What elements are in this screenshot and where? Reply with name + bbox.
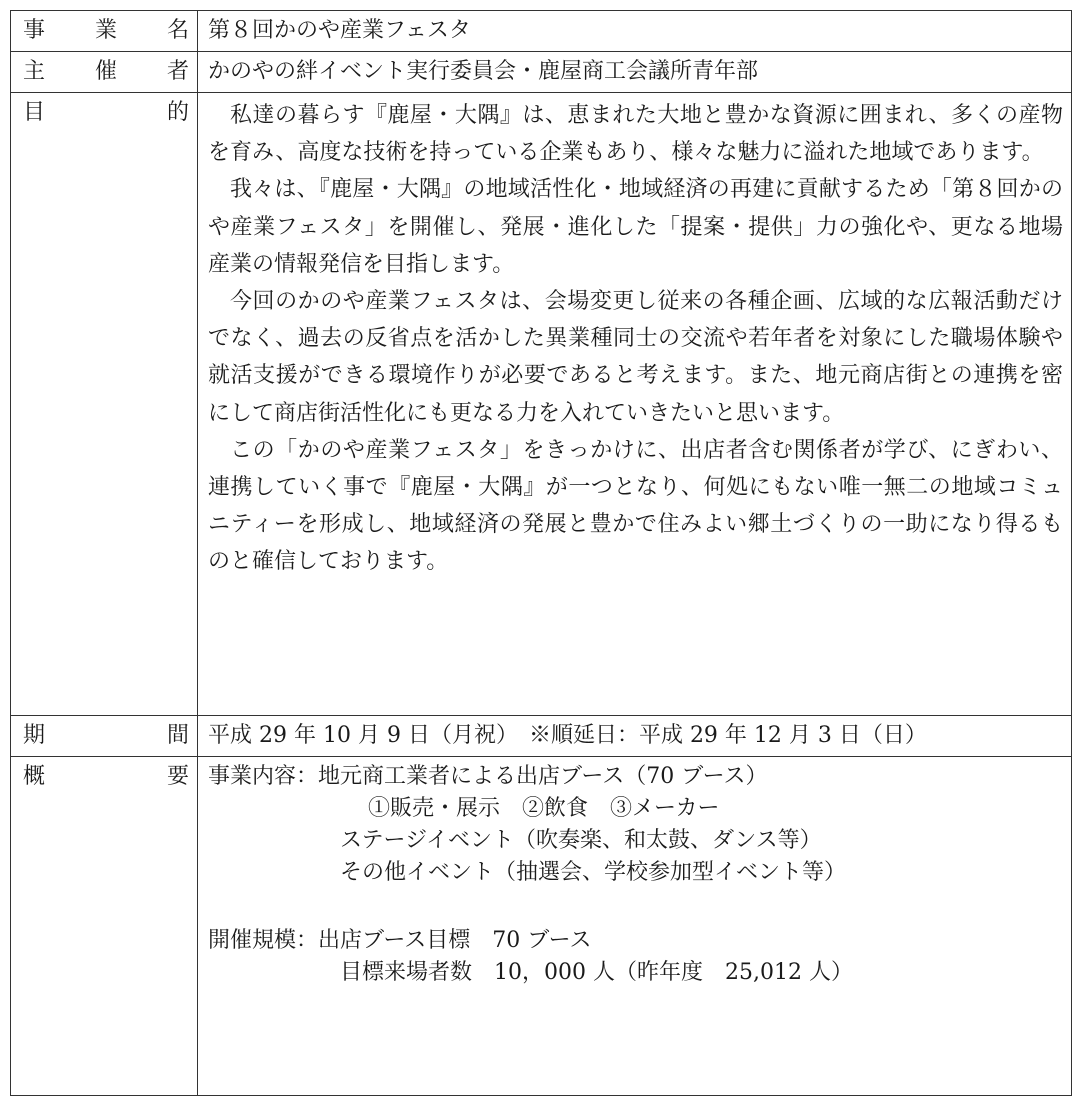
- label-char: 主: [23, 59, 46, 84]
- event-name-value: 第８回かのや産業フェスタ: [198, 11, 1072, 52]
- label-period: [11, 716, 198, 757]
- row-period: [11, 716, 1072, 757]
- purpose-paragraph: 今回のかのや産業フェスタは、会場変更し従来の各種企画、広域的な広報活動だけでなく、過去の反省点を活かした異業種同士の交流や若年者を対象にした職場体験や就活支援ができる環境作りが必要であると考えます。また、地元商店街との連携を密にして商店街活性化にも更なる力を入れていきたいと思います。: [208, 289, 1063, 426]
- purpose-paragraph: 我々は、『鹿屋・大隅』の地域活性化・地域経済の再建に貢献するため「第８回かのや産業フェスタ」を開催し、発展・進化した「提案・提供」力の強化や、更なる地場産業の情報発信を目指します。: [208, 177, 1063, 277]
- label-char: 概: [23, 764, 46, 789]
- organizer-value: かのやの絆イベント実行委員会・鹿屋商工会議所青年部: [198, 52, 1072, 93]
- label-event-name: [11, 11, 198, 52]
- content-line: [208, 793, 1063, 825]
- label-char: 的: [166, 100, 189, 125]
- row-organizer: [11, 52, 1072, 93]
- content-item: その他イベント（抽選会、学校参加型イベント等）: [340, 860, 847, 885]
- overview-content: [198, 757, 1072, 1096]
- scale-line: [208, 957, 1063, 989]
- label-overview: [11, 757, 198, 1096]
- label-organizer: [11, 52, 198, 93]
- scale-item: 出店ブース目標 70 ブース: [318, 928, 592, 953]
- purpose-paragraph: 私達の暮らす『鹿屋・大隅』は、恵まれた大地と豊かな資源に囲まれ、多くの産物を育み、高度な技術を持っている企業もあり、様々な魅力に溢れた地域であります。: [208, 103, 1063, 166]
- content-item: ①販売・展示 ②飲食 ③メーカー: [368, 796, 720, 821]
- scale-line: [208, 925, 1063, 957]
- row-event-name: [11, 11, 1072, 52]
- label-char: 催: [94, 59, 117, 84]
- event-summary-table: [10, 10, 1072, 1096]
- content-line: [208, 825, 1063, 857]
- label-char: 者: [166, 59, 189, 84]
- period-value: 平成 29 年 10 月 9 日（月祝） ※順延日：平成 29 年 12 月 3 日（日）: [198, 716, 1072, 757]
- spacer: [208, 889, 1063, 925]
- row-overview: [11, 757, 1072, 1096]
- content-heading: 事業内容：: [208, 764, 319, 789]
- content-item: ステージイベント（吹奏楽、和太鼓、ダンス等）: [340, 828, 822, 853]
- label-char: 目: [23, 100, 46, 125]
- label-char: 業: [94, 18, 117, 43]
- label-char: 間: [166, 723, 189, 748]
- label-purpose: [11, 93, 198, 716]
- row-purpose: [11, 93, 1072, 716]
- label-char: 事: [23, 18, 46, 43]
- content-line: [208, 761, 1063, 793]
- scale-heading: 開催規模：: [208, 928, 319, 953]
- purpose-paragraph: この「かのや産業フェスタ」をきっかけに、出店者含む関係者が学び、にぎわい、連携していく事で『鹿屋・大隅』が一つとなり、何処にもない唯一無二の地域コミュニティーを形成し、地域経済の発展と豊かで住みよい郷土づくりの一助になり得るものと確信しております。: [208, 437, 1063, 575]
- scale-item: 目標来場者数 10，000 人（昨年度 25,012 人）: [340, 960, 853, 985]
- label-char: 名: [166, 18, 189, 43]
- content-item: 地元商工業者による出店ブース（70 ブース）: [318, 764, 768, 789]
- label-char: 期: [23, 723, 46, 748]
- label-char: 要: [166, 764, 189, 789]
- purpose-text: [198, 93, 1072, 716]
- content-line: [208, 857, 1063, 889]
